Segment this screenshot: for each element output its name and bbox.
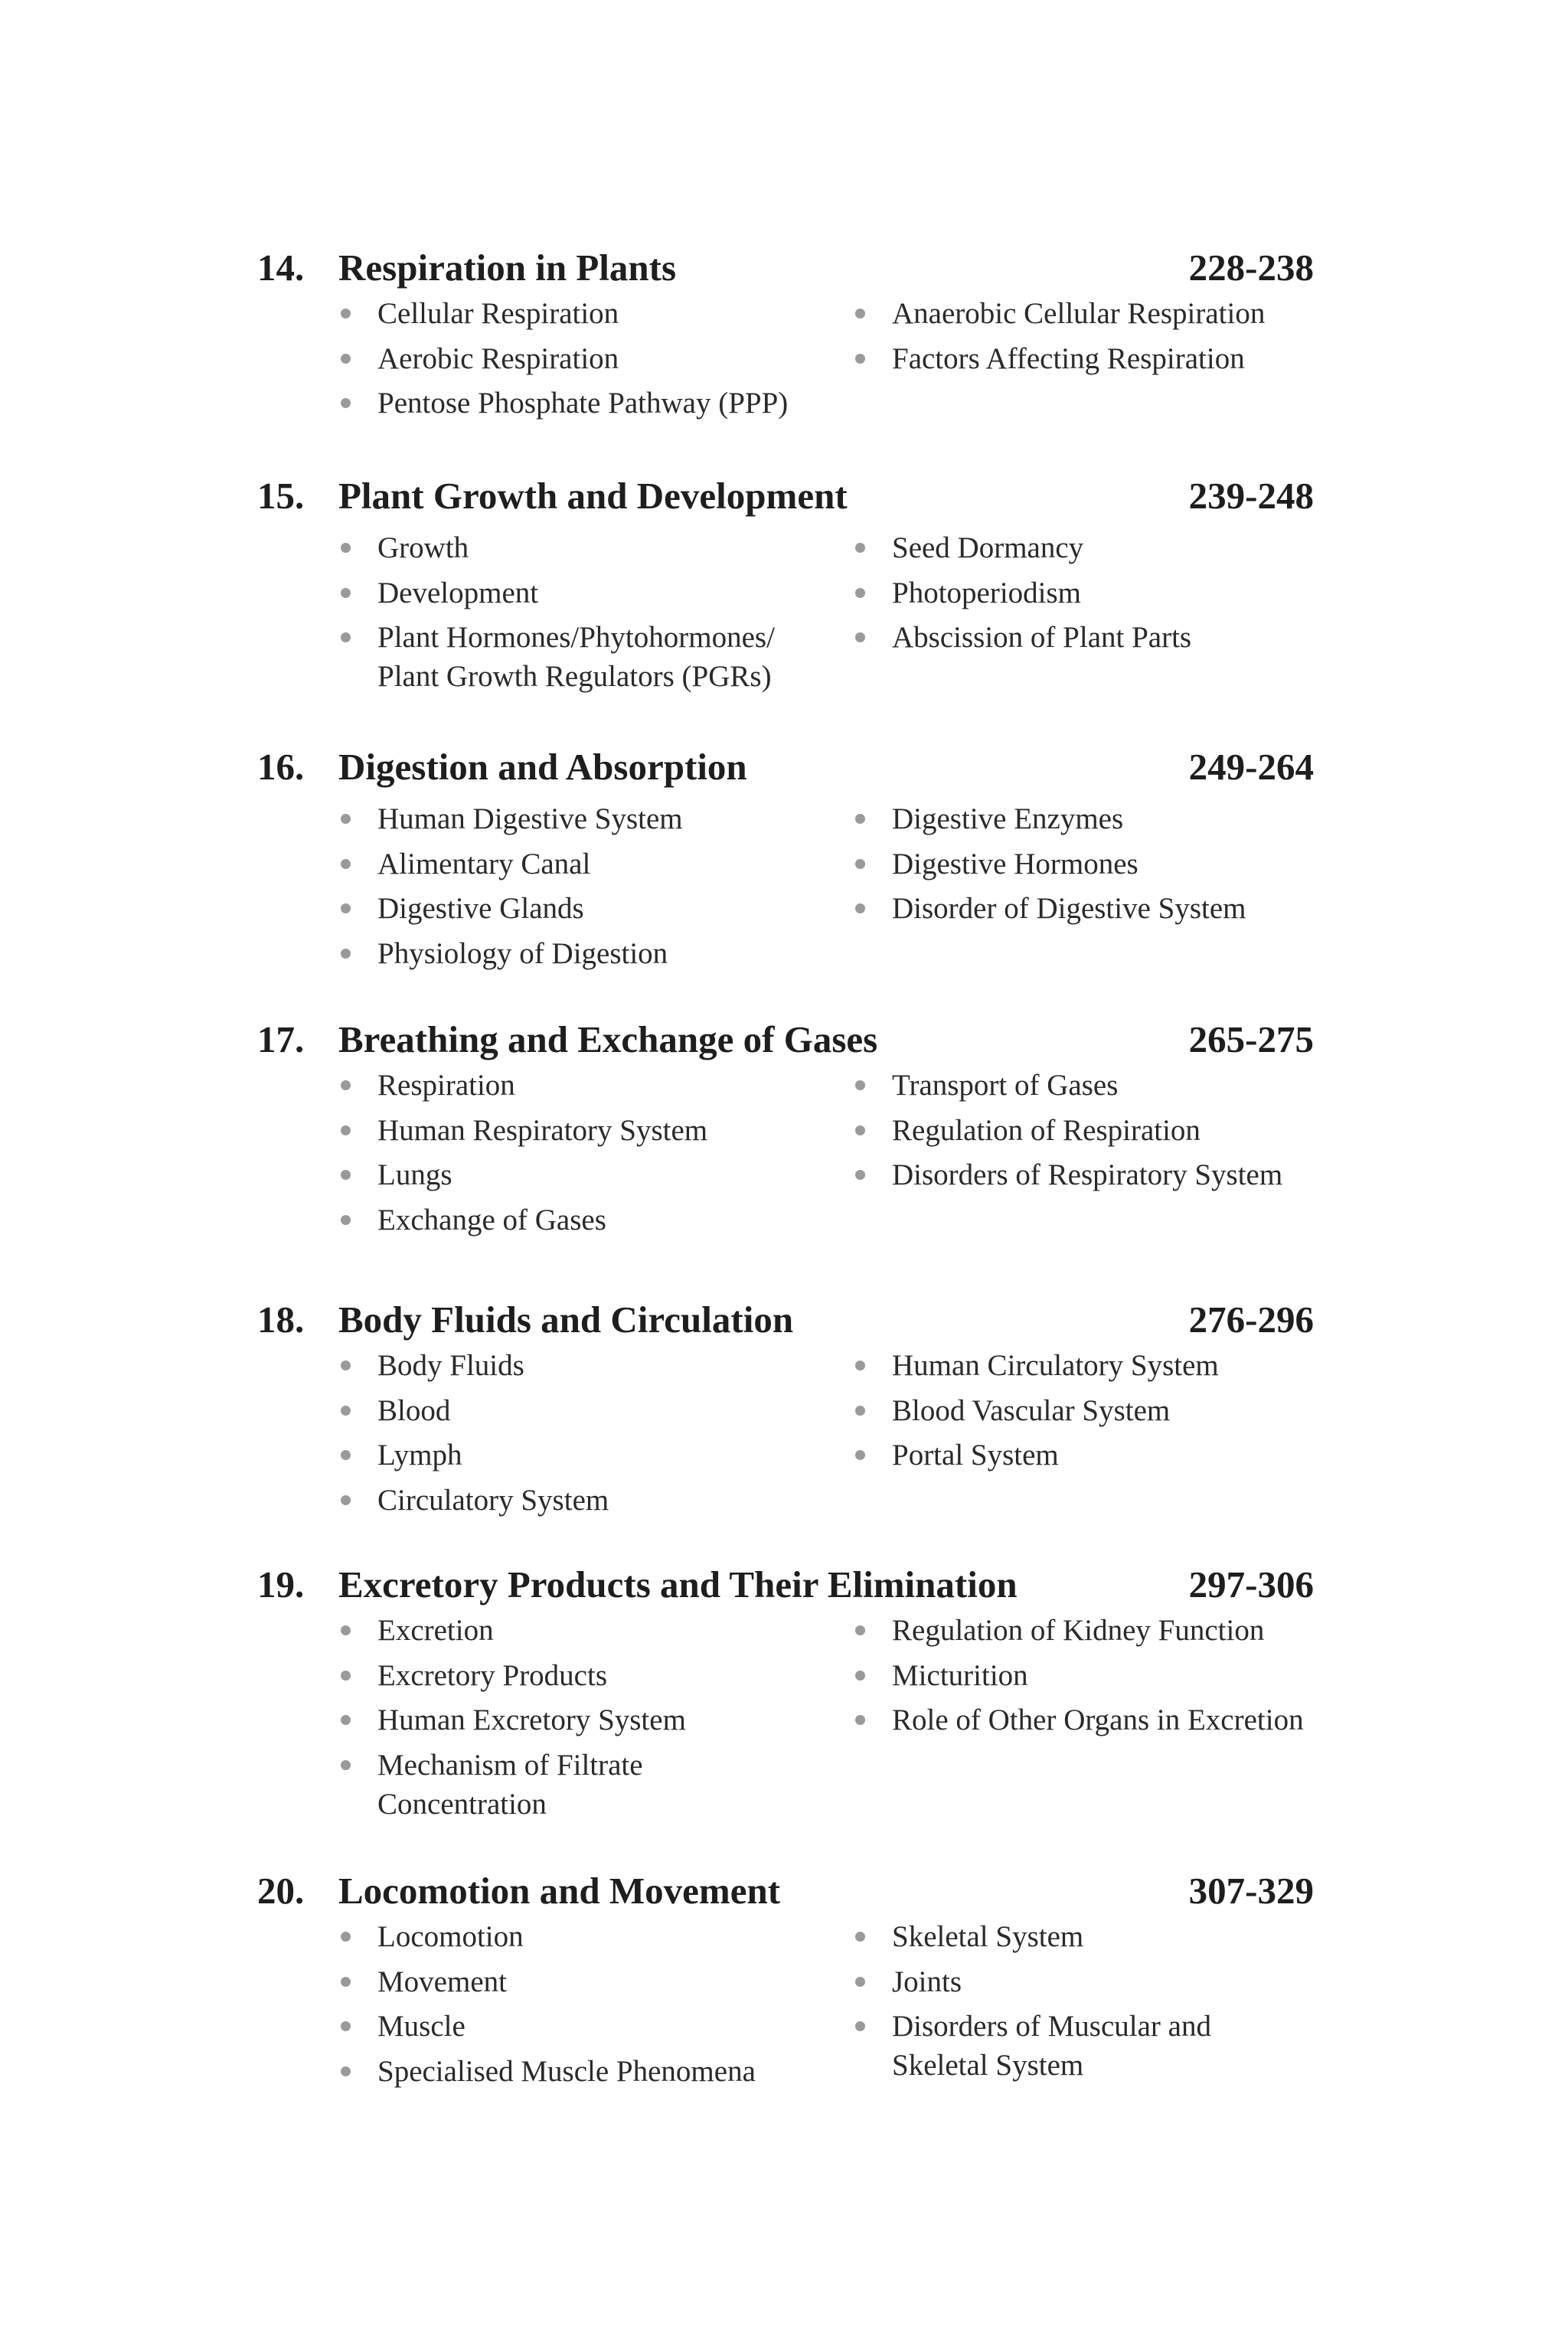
chapter-heading: [257, 1014, 1314, 1066]
list-item: Blood Vascular System: [853, 1391, 1312, 1430]
list-item: Disorder of Digestive System: [853, 889, 1312, 928]
chapter-title[interactable]: Digestion and Absorption: [338, 746, 747, 788]
list-item: Physiology of Digestion: [338, 934, 798, 973]
topic-column-left: [338, 1611, 798, 1829]
topic-column-left: [338, 1346, 798, 1525]
topic-column-left: [338, 1066, 798, 1245]
list-item: Regulation of Respiration: [853, 1111, 1312, 1150]
list-item: Human Circulatory System: [853, 1346, 1312, 1385]
list-item: Factors Affecting Respiration: [853, 339, 1312, 378]
bullet-icon: [341, 354, 351, 364]
bullet-icon: [341, 309, 351, 318]
chapter-page-range: 228-238: [1188, 247, 1314, 289]
bullet-icon: [341, 1450, 351, 1460]
bullet-icon: [855, 814, 865, 824]
chapter-heading: [257, 470, 1314, 522]
list-item: Muscle: [338, 2007, 798, 2046]
list-item: Digestive Enzymes: [853, 799, 1312, 838]
bullet-icon: [855, 1170, 865, 1180]
list-item: Body Fluids: [338, 1346, 798, 1385]
list-item: Alimentary Canal: [338, 844, 798, 884]
bullet-icon: [341, 1977, 351, 1987]
bullet-icon: [855, 1361, 865, 1370]
topic-column-right: [853, 294, 1312, 384]
list-item: Aerobic Respiration: [338, 339, 798, 378]
topic-column-left: [338, 294, 798, 429]
topic-column-left: [338, 799, 798, 978]
bullet-icon: [341, 1671, 351, 1681]
bullet-icon: [341, 398, 351, 408]
bullet-icon: [341, 632, 351, 642]
chapter-title[interactable]: Body Fluids and Circulation: [338, 1298, 794, 1341]
list-item: Transport of Gases: [853, 1066, 1312, 1105]
list-item: Human Excretory System: [338, 1700, 798, 1740]
bullet-icon: [341, 814, 351, 824]
topic-column-right: [853, 1346, 1312, 1481]
chapter-page-range: 265-275: [1188, 1018, 1314, 1060]
chapter-title[interactable]: Locomotion and Movement: [338, 1870, 781, 1912]
bullet-icon: [855, 543, 865, 553]
bullet-icon: [855, 2021, 865, 2031]
chapter-title[interactable]: Excretory Products and Their Elimination: [338, 1563, 1018, 1606]
topic-column-left: [338, 1917, 798, 2096]
list-item: Anaerobic Cellular Respiration: [853, 294, 1312, 333]
list-item: Exchange of Gases: [338, 1200, 798, 1240]
bullet-icon: [855, 1977, 865, 1987]
bullet-icon: [855, 1715, 865, 1725]
list-item: Skeletal System: [853, 1917, 1312, 1956]
bullet-icon: [341, 2066, 351, 2076]
chapter-16: [257, 741, 1314, 970]
list-item: Circulatory System: [338, 1481, 798, 1520]
list-item: Lungs: [338, 1155, 798, 1194]
list-item: Abscission of Plant Parts: [853, 618, 1312, 657]
list-item: Growth: [338, 528, 798, 567]
bullet-icon: [341, 1495, 351, 1505]
list-item: Plant Hormones/Phytohormones/ Plant Growth Regulators (PGRs): [338, 618, 798, 696]
list-item: Disorders of Muscular and Skeletal System: [853, 2007, 1312, 2085]
bullet-icon: [341, 1361, 351, 1370]
bullet-icon: [341, 1170, 351, 1180]
list-item: Digestive Hormones: [853, 844, 1312, 884]
list-item: Micturition: [853, 1656, 1312, 1695]
bullet-icon: [341, 2021, 351, 2031]
bullet-icon: [855, 1625, 865, 1635]
list-item: Pentose Phosphate Pathway (PPP): [338, 384, 798, 423]
list-item: Blood: [338, 1391, 798, 1430]
bullet-icon: [855, 1125, 865, 1135]
bullet-icon: [341, 1406, 351, 1416]
chapter-heading: [257, 741, 1314, 793]
topic-column-right: [853, 799, 1312, 934]
bullet-icon: [341, 1215, 351, 1225]
chapter-15: [257, 470, 1314, 693]
chapter-20: [257, 1865, 1314, 2088]
chapter-page-range: 276-296: [1188, 1298, 1314, 1341]
chapter-18: [257, 1294, 1314, 1517]
bullet-icon: [855, 1932, 865, 1942]
chapter-page-range: 239-248: [1188, 475, 1314, 517]
list-item: Joints: [853, 1962, 1312, 2001]
bullet-icon: [341, 1080, 351, 1090]
chapter-number: 16.: [257, 746, 305, 788]
list-item: Seed Dormancy: [853, 528, 1312, 567]
bullet-icon: [855, 309, 865, 318]
list-item: Locomotion: [338, 1917, 798, 1956]
list-item: Portal System: [853, 1436, 1312, 1475]
chapter-number: 15.: [257, 475, 305, 517]
list-item: Development: [338, 573, 798, 612]
chapter-14: [257, 242, 1314, 420]
topic-column-right: [853, 1066, 1312, 1200]
bullet-icon: [855, 1406, 865, 1416]
chapter-19: [257, 1559, 1314, 1821]
chapter-number: 19.: [257, 1563, 305, 1606]
list-item: Regulation of Kidney Function: [853, 1611, 1312, 1650]
list-item: Movement: [338, 1962, 798, 2001]
bullet-icon: [341, 1932, 351, 1942]
list-item: Lymph: [338, 1436, 798, 1475]
bullet-icon: [855, 588, 865, 598]
bullet-icon: [341, 1625, 351, 1635]
bullet-icon: [341, 543, 351, 553]
list-item: Excretion: [338, 1611, 798, 1650]
chapter-page-range: 307-329: [1188, 1870, 1314, 1912]
list-item: Human Respiratory System: [338, 1111, 798, 1150]
bullet-icon: [855, 903, 865, 913]
list-item: Respiration: [338, 1066, 798, 1105]
list-item: Specialised Muscle Phenomena: [338, 2052, 798, 2091]
bullet-icon: [855, 1450, 865, 1460]
topic-column-right: [853, 1611, 1312, 1746]
bullet-icon: [341, 588, 351, 598]
topic-column-right: [853, 1917, 1312, 2091]
list-item: Mechanism of Filtrate Concentration: [338, 1746, 798, 1824]
chapter-heading: [257, 1294, 1314, 1346]
chapter-number: 18.: [257, 1298, 305, 1341]
list-item: Digestive Glands: [338, 889, 798, 928]
bullet-icon: [341, 1760, 351, 1770]
list-item: Disorders of Respiratory System: [853, 1155, 1312, 1194]
list-item: Photoperiodism: [853, 573, 1312, 612]
chapter-number: 14.: [257, 247, 305, 289]
bullet-icon: [855, 354, 865, 364]
topic-column-right: [853, 528, 1312, 663]
bullet-icon: [341, 903, 351, 913]
chapter-number: 17.: [257, 1018, 305, 1060]
chapter-title[interactable]: Breathing and Exchange of Gases: [338, 1018, 878, 1060]
chapter-title[interactable]: Respiration in Plants: [338, 247, 677, 289]
bullet-icon: [341, 859, 351, 869]
chapter-page-range: 297-306: [1188, 1563, 1314, 1606]
bullet-icon: [855, 1671, 865, 1681]
bullet-icon: [855, 1080, 865, 1090]
list-item: Excretory Products: [338, 1656, 798, 1695]
bullet-icon: [341, 1125, 351, 1135]
chapter-title[interactable]: Plant Growth and Development: [338, 475, 848, 517]
chapter-heading: [257, 1865, 1314, 1917]
chapter-number: 20.: [257, 1870, 305, 1912]
list-item: Role of Other Organs in Excretion: [853, 1700, 1312, 1740]
bullet-icon: [341, 1715, 351, 1725]
chapter-17: [257, 1014, 1314, 1236]
list-item: Cellular Respiration: [338, 294, 798, 333]
list-item: Human Digestive System: [338, 799, 798, 838]
bullet-icon: [855, 632, 865, 642]
chapter-heading: [257, 242, 1314, 294]
bullet-icon: [341, 949, 351, 959]
chapter-heading: [257, 1559, 1314, 1611]
bullet-icon: [855, 859, 865, 869]
topic-column-left: [338, 528, 798, 702]
chapter-page-range: 249-264: [1188, 746, 1314, 788]
